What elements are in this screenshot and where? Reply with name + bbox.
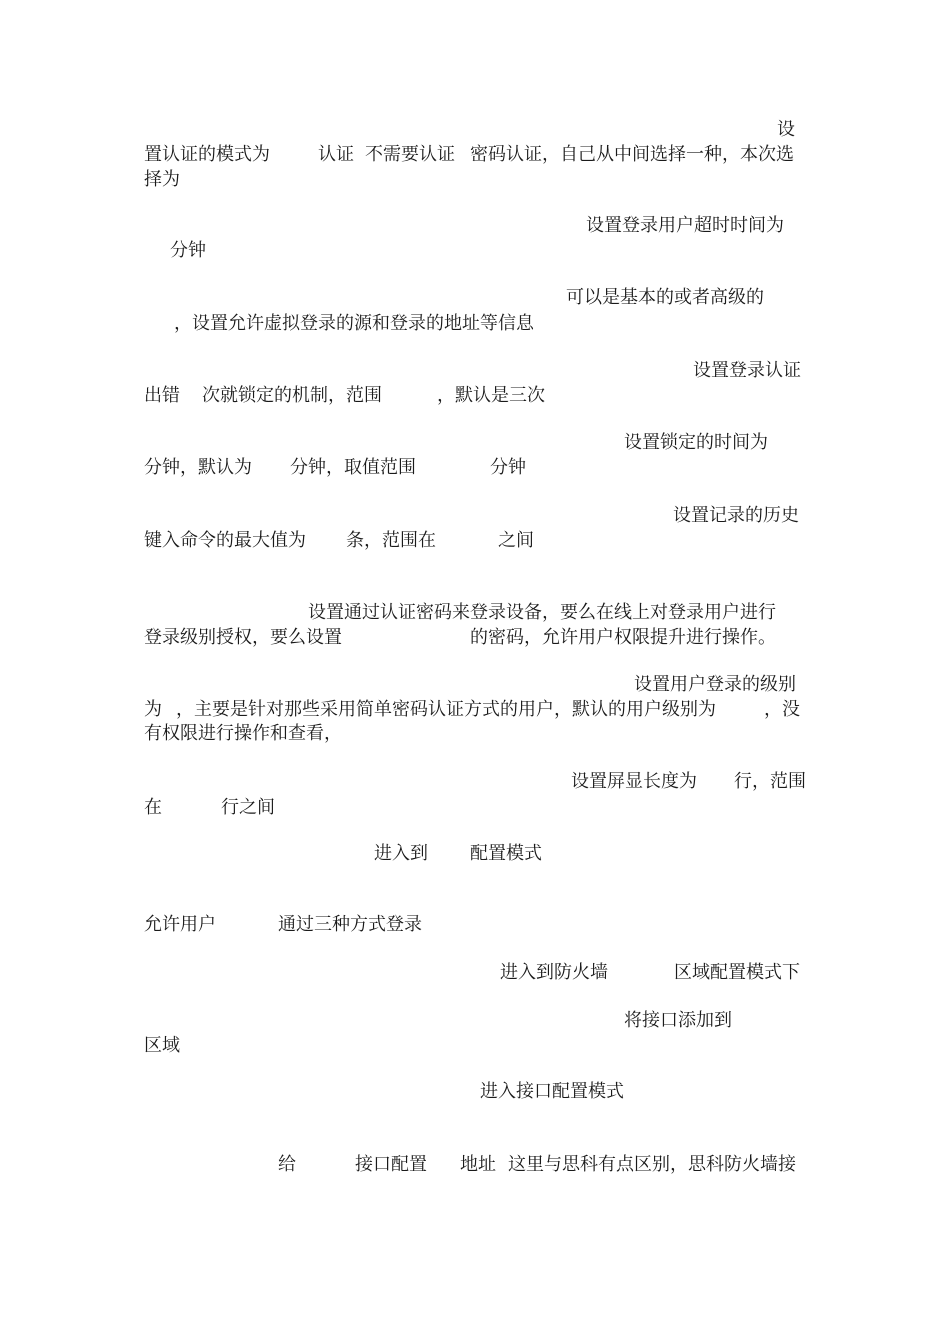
text-fragment: 之间 <box>498 530 534 551</box>
text-fragment: 设置记录的历史 <box>673 505 799 526</box>
text-fragment: 接口配置 <box>355 1154 427 1175</box>
text-fragment: ，默认是三次 <box>437 385 545 406</box>
text-fragment: 登录级别授权，要么设置 <box>144 627 342 648</box>
text-fragment: 行，范围 <box>734 771 806 792</box>
text-fragment: 的密码，允许用户权限提升进行操作。 <box>470 627 776 648</box>
text-fragment: 设置屏显长度为 <box>571 771 697 792</box>
text-fragment: ，设置允许虚拟登录的源和登录的地址等信息 <box>174 313 534 334</box>
text-fragment: 分钟，取值范围 <box>290 457 416 478</box>
text-fragment: 这里与思科有点区别，思科防火墙接 <box>508 1154 796 1175</box>
text-fragment: 允许用户 <box>144 914 216 935</box>
text-fragment: 行之间 <box>221 797 275 818</box>
text-fragment: 出错 <box>144 385 180 406</box>
text-fragment: 在 <box>144 797 162 818</box>
text-fragment: 设 <box>777 119 795 140</box>
text-fragment: 择为 <box>144 169 180 190</box>
text-fragment: 条，范围在 <box>346 530 436 551</box>
text-fragment: 置认证的模式为 <box>144 144 270 165</box>
text-fragment: 地址 <box>460 1154 496 1175</box>
text-fragment: 分钟，默认为 <box>144 457 252 478</box>
text-fragment: 进入到防火墙 <box>500 962 608 983</box>
text-fragment: 进入接口配置模式 <box>480 1081 624 1102</box>
text-fragment: 进入到 <box>374 843 428 864</box>
text-fragment: 可以是基本的或者高级的 <box>566 287 764 308</box>
text-fragment: 不需要认证 <box>365 144 455 165</box>
text-fragment: 设置登录认证 <box>693 360 801 381</box>
text-fragment: 为 <box>144 699 162 720</box>
text-fragment: 设置通过认证密码来登录设备，要么在线上对登录用户进行 <box>308 602 776 623</box>
text-fragment: 设置锁定的时间为 <box>624 432 768 453</box>
text-fragment: 次就锁定的机制，范围 <box>202 385 382 406</box>
text-fragment: 给 <box>278 1154 296 1175</box>
text-fragment: 区域配置模式下 <box>674 962 800 983</box>
text-fragment: 设置用户登录的级别 <box>634 674 796 695</box>
text-fragment: 分钟 <box>490 457 526 478</box>
text-fragment: 设置登录用户超时时间为 <box>586 215 784 236</box>
text-fragment: 有权限进行操作和查看， <box>144 723 342 744</box>
text-fragment: 将接口添加到 <box>624 1010 732 1031</box>
text-fragment: 配置模式 <box>470 843 542 864</box>
text-fragment: ，没 <box>764 699 800 720</box>
text-fragment: ，主要是针对那些采用简单密码认证方式的用户，默认的用户级别为 <box>176 699 716 720</box>
text-fragment: 区域 <box>144 1035 180 1056</box>
text-fragment: 通过三种方式登录 <box>278 914 422 935</box>
text-fragment: 分钟 <box>170 240 206 261</box>
text-fragment: 密码认证，自己从中间选择一种，本次选 <box>470 144 794 165</box>
text-fragment: 认证 <box>318 144 354 165</box>
text-fragment: 键入命令的最大值为 <box>144 530 306 551</box>
